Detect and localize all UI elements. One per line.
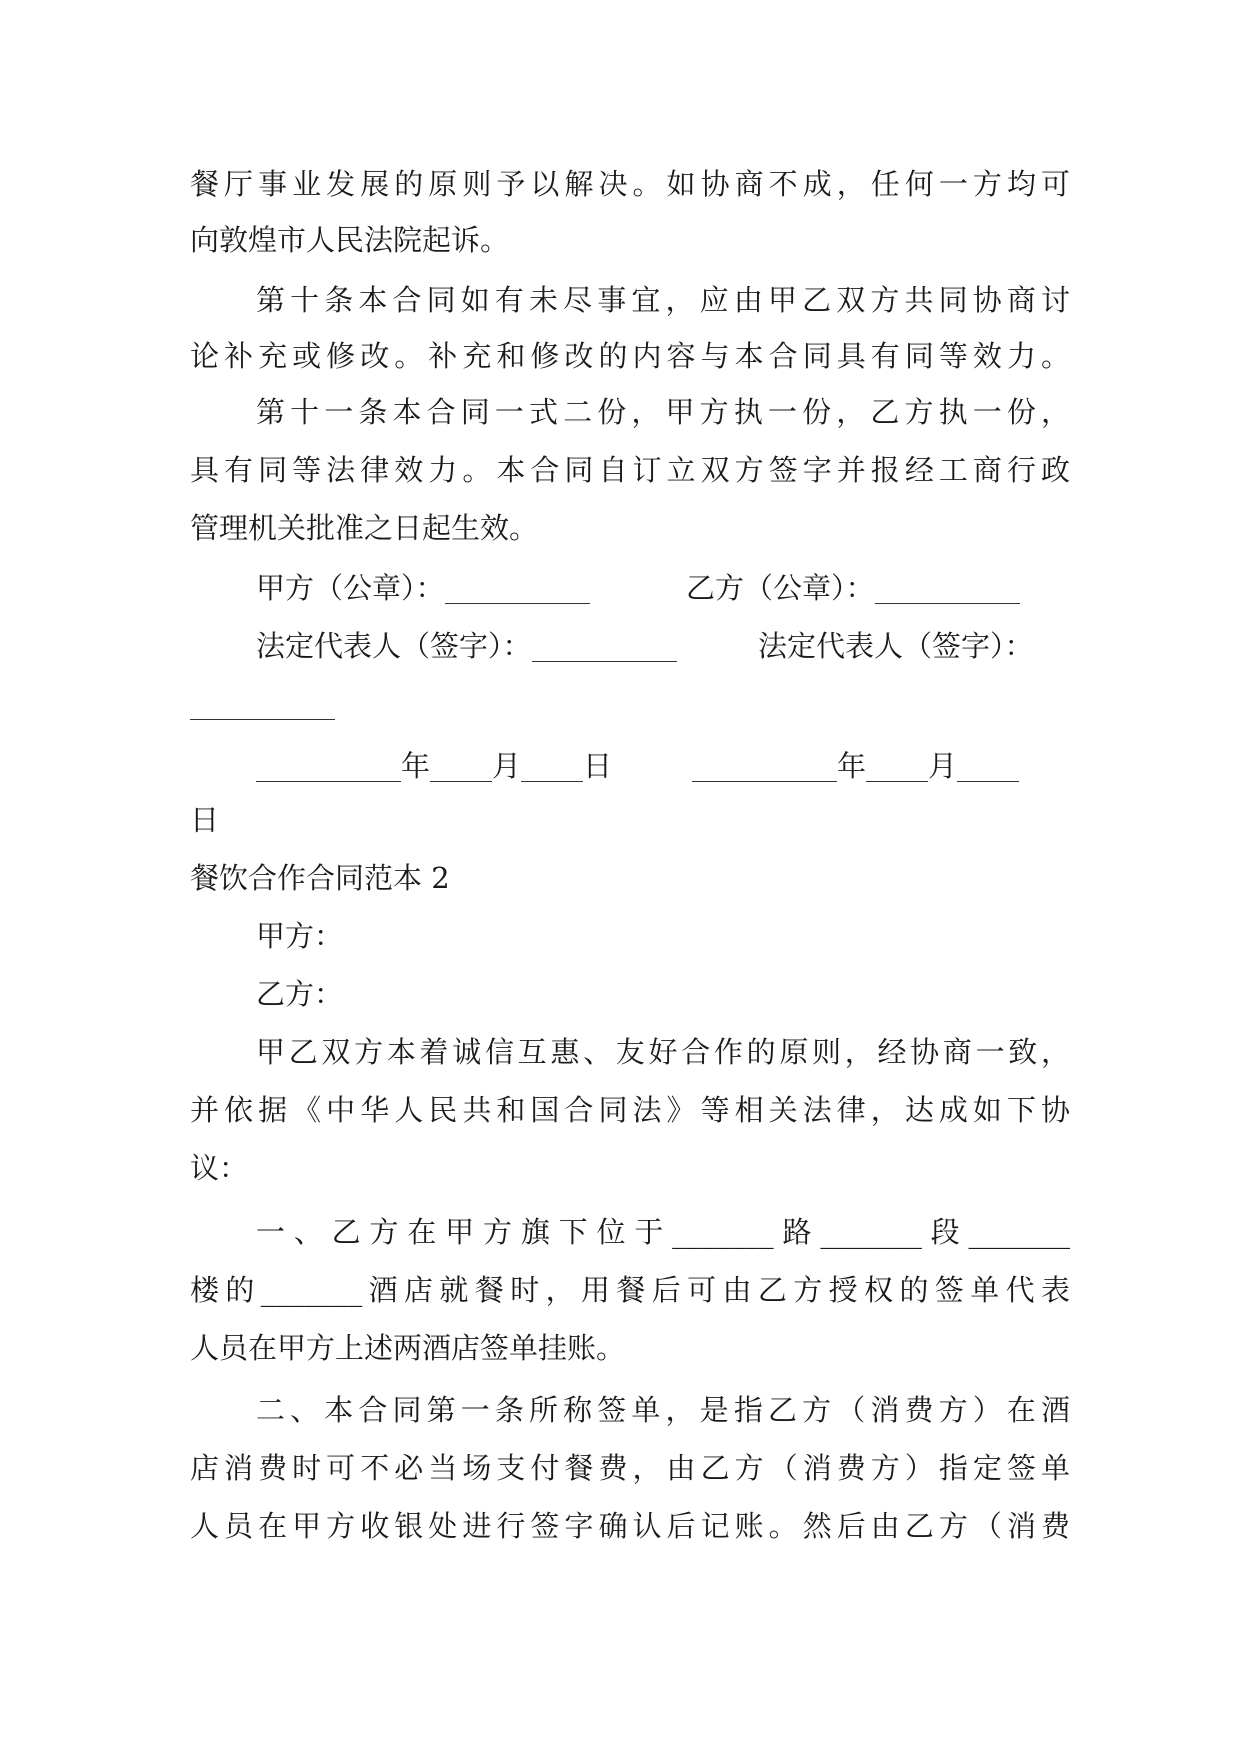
party-a-rep-label: 法定代表人（签字）：	[256, 629, 532, 663]
text-line: 论补充或修改。补充和修改的内容与本合同具有同等效力。	[190, 339, 1070, 373]
text-line: 甲乙双方本着诚信互惠、友好合作的原则，经协商一致，	[256, 1035, 1070, 1069]
text-line: 一、乙方在甲方旗下位于_______路_______段_______	[256, 1215, 1070, 1249]
party-a-seal-blank	[445, 581, 590, 604]
text-line: 管理机关批准之日起生效。	[190, 511, 539, 545]
party-b-seal-label: 乙方（公章）：	[686, 571, 875, 605]
party-b-rep-blank	[190, 697, 335, 720]
text-line: 并依据《中华人民共和国合同法》等相关法律，达成如下协	[190, 1093, 1070, 1127]
text-line: 店消费时可不必当场支付餐费，由乙方（消费方）指定签单	[190, 1451, 1070, 1485]
date-day-wrap: 日	[190, 803, 220, 837]
month-label: 月	[928, 749, 958, 783]
text-line: 议：	[190, 1151, 249, 1185]
text-line: 向敦煌市人民法院起诉。	[190, 223, 510, 257]
text-line: 餐厅事业发展的原则予以解决。如协商不成，任何一方均可	[190, 167, 1070, 201]
text-line: 具有同等法律效力。本合同自订立双方签字并报经工商行政	[190, 453, 1070, 487]
text-line: 二、本合同第一条所称签单，是指乙方（消费方）在酒	[256, 1393, 1070, 1427]
party-b-rep-blank-line	[190, 684, 335, 724]
party-b-label: 乙方：	[256, 977, 344, 1011]
party-b-rep-label: 法定代表人（签字）：	[758, 629, 1034, 663]
month-label: 月	[492, 749, 522, 783]
month-blank	[866, 759, 928, 782]
party-a-date	[256, 746, 612, 786]
party-a-rep-blank	[532, 639, 677, 662]
party-a-seal	[256, 568, 590, 608]
text-line: 第十条本合同如有未尽事宜，应由甲乙双方共同协商讨	[256, 283, 1070, 317]
party-a-seal-label: 甲方（公章）：	[256, 571, 445, 605]
party-b-representative	[758, 626, 1034, 666]
party-a-representative	[256, 626, 677, 666]
party-b-seal-blank	[875, 581, 1020, 604]
day-blank	[521, 759, 583, 782]
day-label: 日	[583, 749, 613, 783]
party-a-label: 甲方：	[256, 919, 344, 953]
text-line: 人员在甲方收银处进行签字确认后记账。然后由乙方（消费	[190, 1509, 1070, 1543]
section-title: 餐饮合作合同范本 2	[190, 861, 450, 895]
year-label: 年	[837, 749, 867, 783]
party-b-date	[692, 746, 1019, 786]
text-line: 楼的_______酒店就餐时，用餐后可由乙方授权的签单代表	[190, 1273, 1070, 1307]
day-blank	[957, 759, 1019, 782]
year-label: 年	[401, 749, 431, 783]
text-line: 人员在甲方上述两酒店签单挂账。	[190, 1331, 626, 1365]
year-blank	[256, 759, 401, 782]
month-blank	[430, 759, 492, 782]
year-blank	[692, 759, 837, 782]
text-line: 第十一条本合同一式二份，甲方执一份，乙方执一份，	[256, 395, 1070, 429]
party-b-seal	[686, 568, 1020, 608]
